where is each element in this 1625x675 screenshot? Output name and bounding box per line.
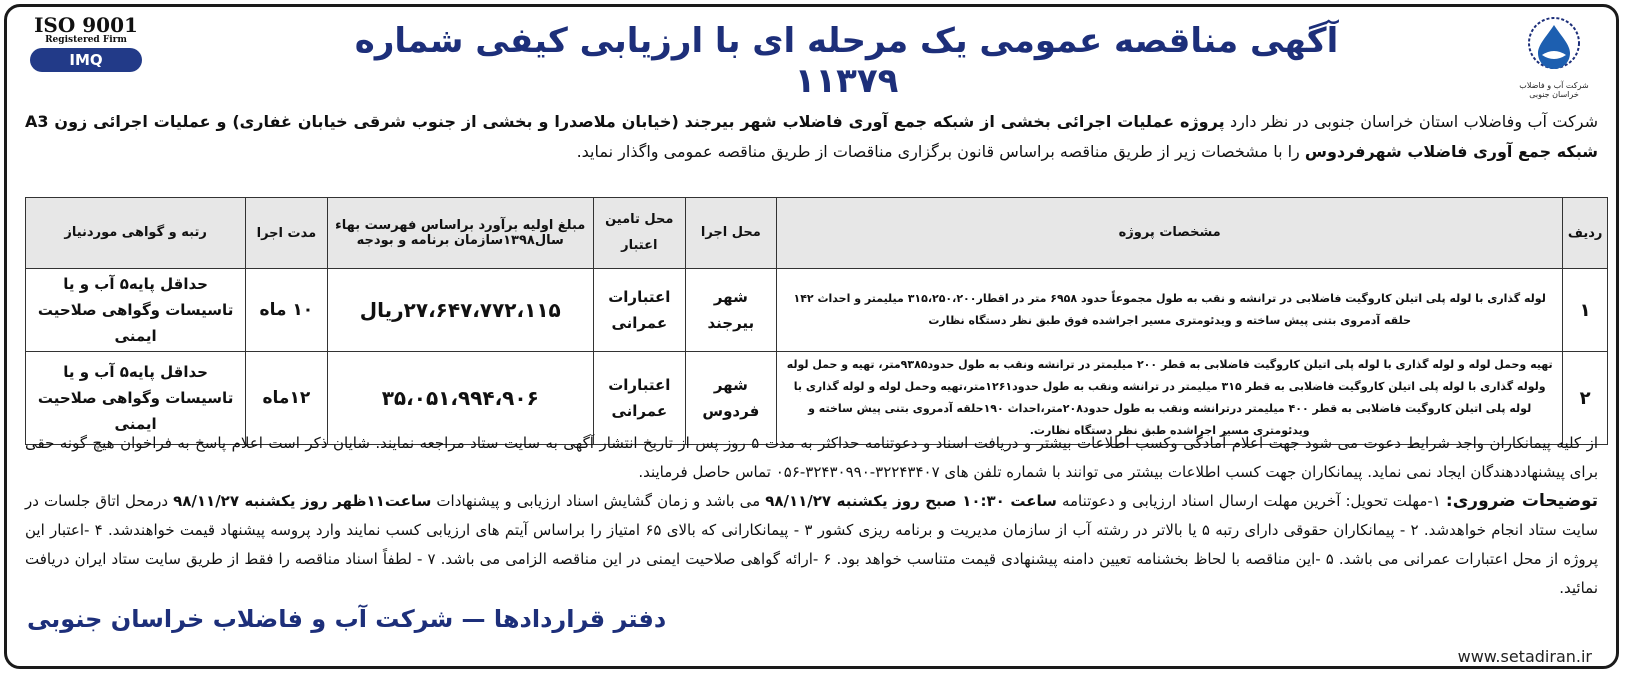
- header-spec: مشخصات پروژه: [777, 198, 1563, 269]
- intro-text-1: شرکت آب وفاضلاب استان خراسان جنوبی در نظر دارد: [1224, 112, 1598, 131]
- water-drop-logo-icon: [1522, 17, 1586, 75]
- row-amount: ۲۷،۶۴۷،۷۷۲،۱۱۵ریال: [327, 269, 593, 352]
- projects-table: [25, 197, 1608, 445]
- header-location: محل اجرا: [685, 198, 777, 269]
- iso-subtitle: Registered Firm: [45, 35, 127, 45]
- notes-text-1c: می باشد و زمان گشایش اسناد ارزیابی و پیشنهادات: [431, 492, 766, 510]
- row-spec: لوله گذاری با لوله پلی اتیلن کاروگیت فاضلابی در ترانشه و نقب به طول مجموعاً حدود ۶۹۵۸ متر در اقطار۳۱۵،۲۵۰،۲۰۰ میلیمتر و احداث ۱۴۲ حلقه آدمروی بتنی پیش ساخته و ویدئومتری مسیر اجراشده فوق طبق نظر دستگاه نظارت: [777, 269, 1563, 352]
- page-title: آگهی مناقصه عمومی یک مرحله ای با ارزیابی کیفی شماره ۱۱۳۷۹: [354, 21, 1339, 101]
- deadline-datetime: ساعت ۱۰:۳۰ صبح روز یکشنبه ۹۸/۱۱/۲۷: [765, 492, 1057, 510]
- notes-text-1a: ۱-مهلت تحویل: آخرین مهلت ارسال اسناد ارزیابی و دعوتنامه: [1056, 492, 1446, 510]
- intro-paragraph: [25, 107, 1598, 167]
- row-funding: اعتبارات عمرانی: [594, 352, 686, 445]
- row-requirement: حداقل پایه۵ آب و یا تاسیسات وگواهی صلاحیت ایمنی: [26, 269, 246, 352]
- notes-label: توضیحات ضروری:: [1445, 491, 1598, 511]
- header-requirement: رتبه و گواهی موردنیاز: [26, 198, 246, 269]
- row-no: ۱: [1563, 269, 1608, 352]
- intro-project-name: پروژه عملیات اجرائی بخشی از شبکه جمع آوری فاضلاب شهر بیرجند (خیابان ملاصدرا و بخشی از جنوب شرقی خیابان غفاری) و عملیات اجرائی زون A3 شبکه جمع آوری فاضلاب شهرفردوس: [25, 112, 1598, 161]
- company-logo: [1514, 17, 1594, 99]
- row-spec: تهیه وحمل لوله و لوله گذاری با لوله پلی اتیلن کاروگیت فاضلابی به قطر ۲۰۰ میلیمتر در ترانشه ونقب به طول حدود۹۳۸۵متر، تهیه و حمل لوله ولوله گذاری با لوله پلی اتیلن کاروگیت فاضلابی به قطر ۳۱۵ میلیمتر در ترانشه ونقب به طول حدود۱۲۶۱متر،تهیه وحمل لوله و لوله گذاری با لوله پلی اتیلن کاروگیت فاضلابی به قطر ۴۰۰ میلیمتر درترانشه ونقب به طول حدود۲۰۸متر،احداث ۱۹۰حلقه آدمروی بتنی پیش ساخته و ویدئومتری مسیر اجراشده طبق نظر دستگاه نظارت.: [777, 352, 1563, 445]
- row-requirement: حداقل پایه۵ آب و یا تاسیسات وگواهی صلاحیت ایمنی: [26, 352, 246, 445]
- advertisement-frame: [4, 4, 1619, 669]
- contracts-office: دفتر قراردادها — شرکت آب و فاضلاب خراسان جنوبی: [27, 605, 667, 633]
- iso-title: ISO 9001: [34, 13, 138, 37]
- header-duration: مدت اجرا: [246, 198, 327, 269]
- intro-text-2: را با مشخصات زیر از طریق مناقصه براساس قانون برگزاری مناقصات از طریق مناقصه عمومی واگذار نماید.: [576, 142, 1305, 161]
- notes-rest: درمحل اتاق جلسات در سایت ستاد انجام خواهدشد. ۲ - پیمانکاران حقوقی دارای رتبه ۵ یا بالاتر در رشته آب از سازمان مدیریت و برنامه ریزی کشور ۳ - پیمانکارانی که بالای ۶۵ امتیاز را براساس آیتم های ارزیابی کسب نمایند وارد پروسه پیشنهاد قیمت خواهندشد. ۴ -اعتبار این پروژه از محل اعتبارات عمرانی می باشد. ۵ -این مناقصه با لحاظ بخشنامه تعیین دامنه پیشنهادی قیمت متناسب خواهد بود. ۶ -ارائه گواهی صلاحیت ایمنی در این مناقصه الزامی می باشد. ۷ - لطفاً اسناد مناقصه را فقط از طریق سایت ستاد ایران دریافت نمائید.: [25, 492, 1599, 597]
- website-link[interactable]: www.setadiran.ir: [1457, 647, 1592, 666]
- row-amount: ۳۵،۰۵۱،۹۹۴،۹۰۶: [327, 352, 593, 445]
- table-row: [26, 269, 1608, 352]
- imq-logo: IMQ: [30, 48, 142, 72]
- body-text: [25, 429, 1598, 603]
- header-funding: محل تامین اعتبار: [594, 198, 686, 269]
- row-duration: ۱۰ ماه: [246, 269, 327, 352]
- row-location: شهر فردوس: [685, 352, 777, 445]
- header-no: ردیف: [1563, 198, 1608, 269]
- opening-datetime: ساعت۱۱ظهر روز یکشنبه ۹۸/۱۱/۲۷: [173, 492, 432, 510]
- row-duration: ۱۲ماه: [246, 352, 327, 445]
- row-funding: اعتبارات عمرانی: [594, 269, 686, 352]
- header-amount: مبلغ اولیه برآورد براساس فهرست بهاء سال۱۳۹۸سازمان برنامه و بودجه: [327, 198, 593, 269]
- header: [7, 7, 1616, 99]
- row-location: شهر بیرجند: [685, 269, 777, 352]
- table-header-row: [26, 198, 1608, 269]
- company-logo-caption: شرکت آب و فاضلاب خراسان جنوبی: [1519, 81, 1589, 99]
- row-no: ۲: [1563, 352, 1608, 445]
- invitation-paragraph: از کلیه پیمانکاران واجد شرایط دعوت می شود جهت اعلام آمادگی وکسب اطلاعات بیشتر و دریافت اسناد و دعوتنامه حداکثر به مدت ۵ روز پس از تاریخ انتشار آگهی به سایت ستاد مراجعه نمایند. شایان ذکر است اعلام پاسخ به فراخوان هیچ گونه حقی برای پیشنهاددهندگان ایجاد نمی نماید. پیمانکاران جهت کسب اطلاعات بیشتر می توانند با شماره تلفن های ۳۲۲۴۳۴۰۷-۳۲۴۳۰۹۹۰-۰۵۶ تماس حاصل فرمایند.: [25, 434, 1598, 481]
- iso-badge: [21, 15, 151, 72]
